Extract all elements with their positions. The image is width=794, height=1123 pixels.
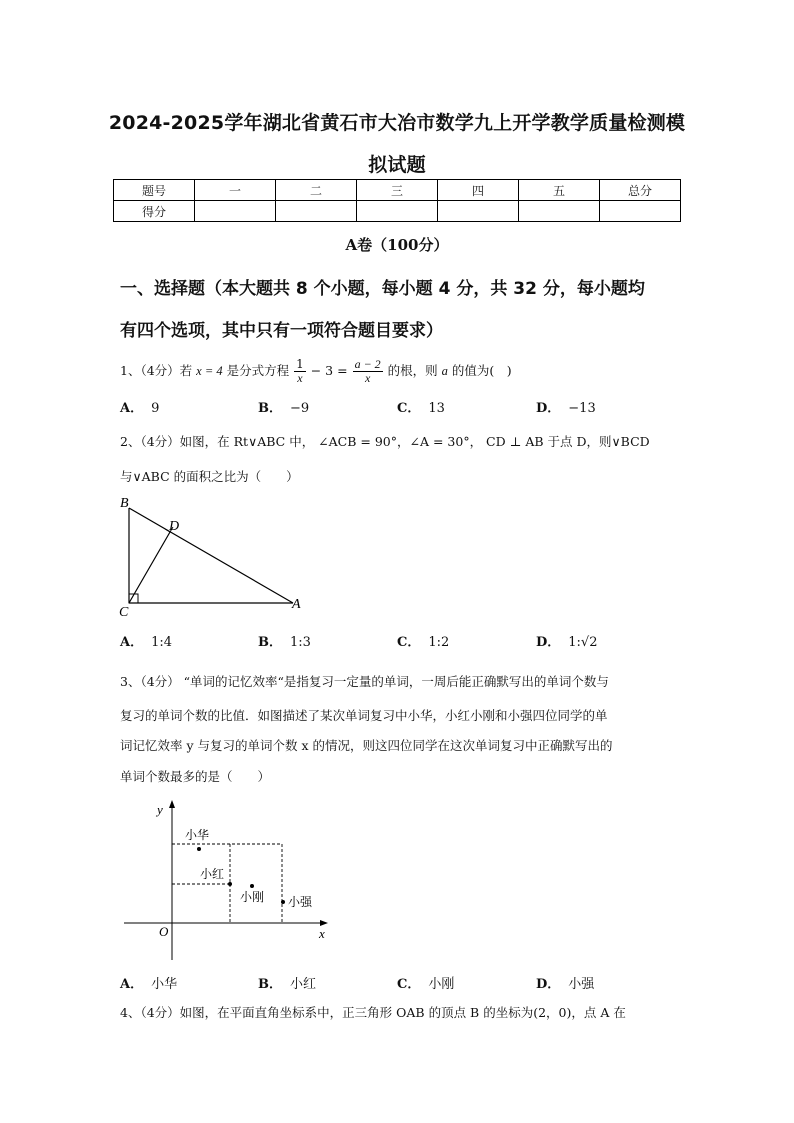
q1-frac2-denominator: x [364, 371, 371, 385]
q3-line4: 单词个数最多的是（ ） [120, 769, 271, 784]
option-label: B． [258, 635, 282, 650]
q1-option-c [397, 397, 445, 416]
q3-line1: 3、（4分） “单词的记忆效率“是指复习一定量的单词，一周后能正确默写出的单词个数与 [120, 674, 609, 689]
option-label: C． [397, 977, 421, 992]
option-value: 小刚 [428, 977, 455, 992]
option-value: 1:2 [428, 635, 450, 650]
score-table [113, 179, 681, 222]
q2-option-b [258, 631, 311, 650]
q2-option-c [397, 631, 449, 650]
score-cell [195, 201, 276, 222]
q1-frac1-denominator: x [297, 371, 303, 385]
graph-x-label: x [319, 926, 325, 941]
option-label: C． [397, 401, 421, 416]
option-value: 小华 [151, 977, 178, 992]
q3-line3: 词记忆效率 y 与复习的单词个数 x 的情况，则这四位同学在这次单词复习中正确默写出的 [120, 738, 613, 753]
score-header-cell: 一 [195, 180, 276, 201]
q1-fraction-1 [294, 358, 306, 385]
score-header-cell: 二 [276, 180, 357, 201]
option-value: 1:3 [290, 635, 311, 650]
option-value: −13 [568, 401, 596, 416]
q1-option-d [536, 397, 596, 416]
q3-line2: 复习的单词个数的比值．如图描述了某次单词复习中小华，小红小刚和小强四位同学的单 [120, 708, 608, 723]
score-header-cell: 五 [519, 180, 600, 201]
option-value: 9 [151, 401, 160, 416]
option-value: 13 [428, 401, 445, 416]
q2-option-d [536, 631, 598, 650]
score-cell [357, 201, 438, 222]
score-header-cell: 四 [438, 180, 519, 201]
q3-efficiency-graph [120, 798, 340, 968]
option-label: C． [397, 635, 421, 650]
option-label: B． [258, 977, 282, 992]
score-cell [600, 201, 681, 222]
part1-heading-line2: 有四个选项，其中只有一项符合题目要求） [120, 321, 443, 341]
graph-point-label-xiaohong: 小红 [200, 867, 225, 881]
graph-origin-label: O [159, 924, 169, 939]
q1-condition: x = 4 [196, 364, 223, 378]
score-cell [438, 201, 519, 222]
score-cell [519, 201, 600, 222]
q1-option-a [120, 397, 159, 416]
q3-option-d [536, 973, 594, 992]
q2-triangle-figure [110, 490, 310, 620]
option-label: A． [120, 977, 144, 992]
score-header-cell: 三 [357, 180, 438, 201]
graph-y-label: y [157, 802, 163, 817]
graph-point-label-xiaogang: 小刚 [240, 890, 265, 904]
q1-option-b [258, 397, 309, 416]
score-table-header-row [114, 180, 681, 201]
fig-label-b: B [120, 496, 129, 511]
option-value: 小红 [290, 977, 317, 992]
option-value: 1:√2 [568, 635, 598, 650]
q2-line2: 与∨ABC 的面积之比为（ ） [120, 469, 299, 484]
option-label: A． [120, 635, 144, 650]
score-cell [276, 201, 357, 222]
graph-point-label-xiaoqiang: 小强 [288, 895, 313, 909]
fig-label-c: C [119, 605, 129, 620]
q1-frac2-numerator: a − 2 [354, 357, 381, 371]
option-label: D． [536, 977, 561, 992]
fig-label-d: D [169, 519, 180, 534]
option-value: 小强 [568, 977, 595, 992]
score-table-score-row [114, 201, 681, 222]
q3-option-c [397, 973, 454, 992]
document-title-line1: 2024-2025学年湖北省黄石市大冶市数学九上开学教学质量检测模 [108, 112, 686, 134]
q3-option-b [258, 973, 316, 992]
q1-minus3: − 3 = [310, 363, 348, 378]
fig-label-a: A [292, 597, 301, 612]
q1-after: 的根，则 [387, 363, 438, 378]
option-value: 1:4 [151, 635, 173, 650]
q4-line1: 4、（4分）如图，在平面直角坐标系中，正三角形 OAB 的顶点 B 的坐标为(2，0)，点 A 在 [120, 1005, 626, 1020]
q2-line1: 2、（4分）如图，在 Rt∨ABC 中， ∠ACB = 90°，∠A = 30°， CD ⊥ AB 于点 D，则∨BCD [120, 434, 650, 449]
section-a-heading: A卷（100分） [345, 236, 449, 254]
option-label: A． [120, 401, 144, 416]
document-title-line2: 拟试题 [368, 154, 426, 176]
option-label: D． [536, 401, 561, 416]
score-row-label: 得分 [114, 201, 195, 222]
q1-frac1-numerator: 1 [296, 357, 304, 371]
option-value: −9 [290, 401, 310, 416]
q3-option-a [120, 973, 177, 992]
part1-heading-line1: 一、选择题（本大题共 8 个小题，每小题 4 分，共 32 分，每小题均 [120, 279, 645, 299]
score-header-cell: 题号 [114, 180, 195, 201]
question-1 [120, 358, 512, 385]
q1-prefix: 1、（4分）若 [120, 363, 193, 378]
q1-variable: a [441, 364, 448, 378]
q1-mid: 是分式方程 [226, 363, 290, 378]
option-label: D． [536, 635, 561, 650]
graph-point-label-xiaohua: 小华 [185, 828, 210, 842]
q1-fraction-2 [353, 358, 383, 385]
q2-option-a [120, 631, 172, 650]
q1-end: 的值为( ) [451, 363, 512, 378]
option-label: B． [258, 401, 282, 416]
score-header-cell: 总分 [600, 180, 681, 201]
